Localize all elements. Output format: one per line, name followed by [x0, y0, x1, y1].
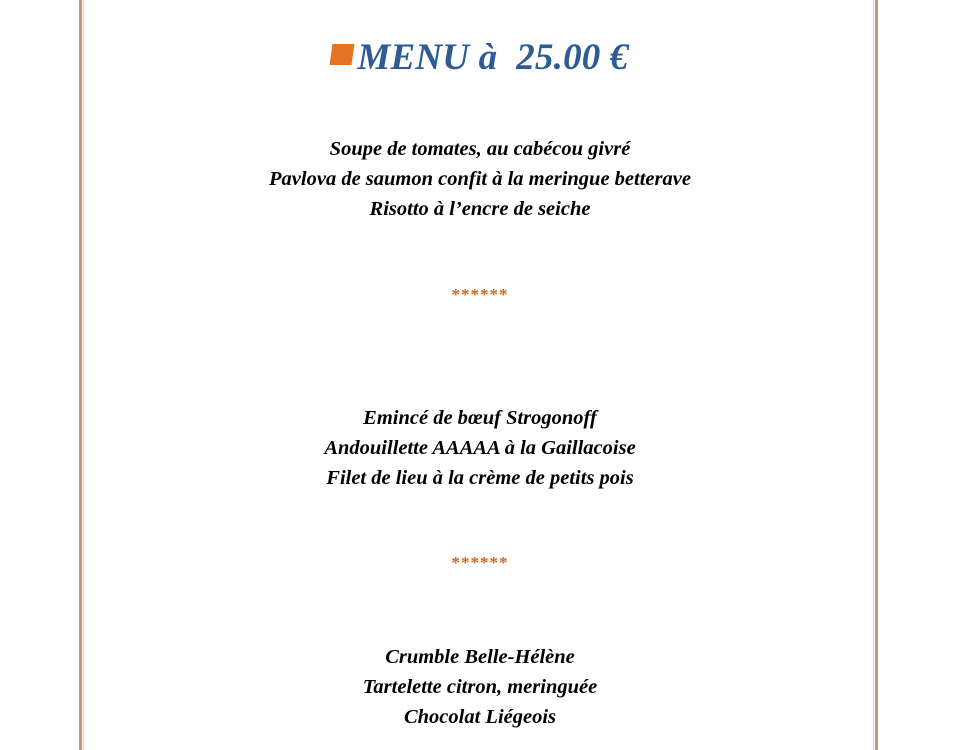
- menu-item: Emincé de bœuf Strogonoff: [363, 407, 597, 429]
- menu-item: Chocolat Liégeois: [403, 706, 557, 728]
- menu-item: Filet de lieu à la crème de petits pois: [326, 467, 634, 489]
- desserts-list: [0, 642, 960, 732]
- page-border-frame: [79, 0, 878, 750]
- menu-title: MENU à 25.00 €: [357, 37, 629, 78]
- menu-item: Tartelette citron, meringuée: [362, 676, 598, 698]
- menu-header: [0, 36, 960, 79]
- starters-list: [0, 134, 960, 224]
- mains-list: [0, 403, 960, 493]
- menu-item: Pavlova de saumon confit à la meringue betterave: [269, 168, 691, 190]
- menu-item: Andouillette AAAAA à la Gaillacoise: [324, 437, 636, 459]
- menu-item: Crumble Belle-Hélène: [385, 646, 575, 668]
- menu-item: Risotto à l’encre de seiche: [369, 198, 591, 220]
- course-separator: ******: [451, 553, 509, 572]
- course-separator: ******: [451, 285, 509, 304]
- square-bullet-icon: [330, 44, 355, 65]
- menu-item: Soupe de tomates, au cabécou givré: [329, 138, 631, 160]
